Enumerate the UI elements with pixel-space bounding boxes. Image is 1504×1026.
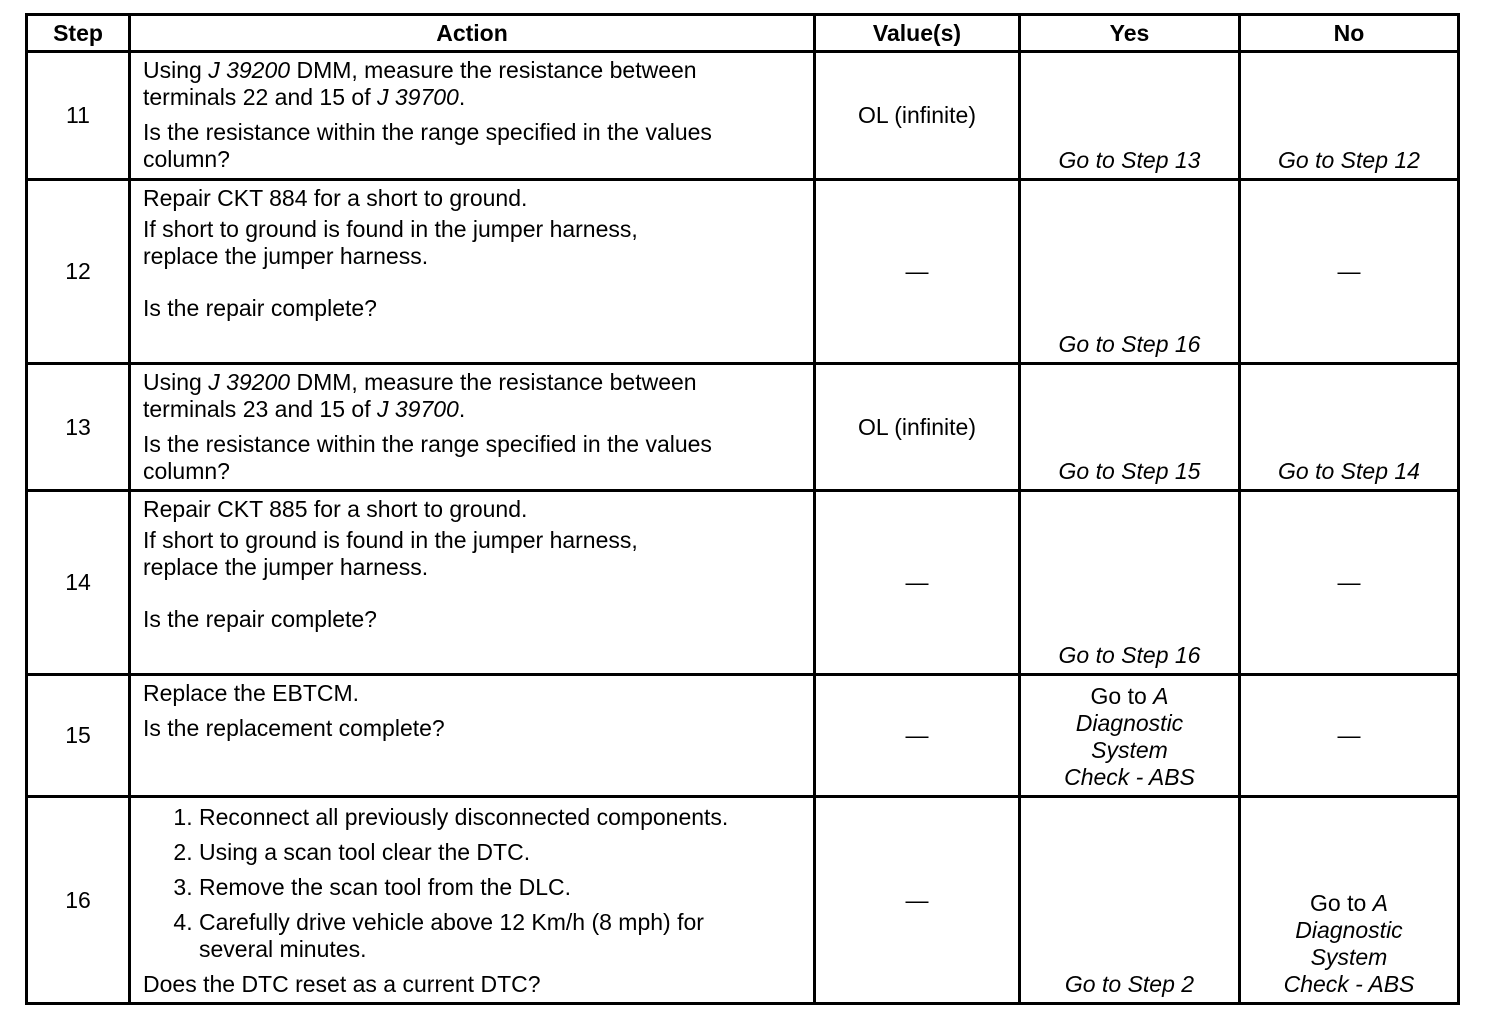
header-row xyxy=(27,15,1459,52)
no-link[interactable]: Go to A Diagnostic System Check - ABS xyxy=(1240,797,1459,1004)
action-line: If short to ground is found in the jumper harness, replace the jumper harness. xyxy=(143,216,638,269)
action-question: Is the resistance within the range specified in the values column? xyxy=(143,119,712,172)
value-cell: OL (infinite) xyxy=(815,364,1020,491)
yes-link[interactable]: Go to Step 2 xyxy=(1020,797,1240,1004)
action-steps-list xyxy=(143,804,803,963)
step-number: 16 xyxy=(27,797,130,1004)
step-number: 11 xyxy=(27,52,130,180)
table-row-step-12 xyxy=(27,180,1459,364)
table-row-step-14 xyxy=(27,491,1459,675)
action-line: terminals 23 and 15 of J 39700. xyxy=(143,396,466,422)
table-row-step-13 xyxy=(27,364,1459,491)
tool-ref: J 39700 xyxy=(376,396,459,422)
value-cell: — xyxy=(815,797,1020,1004)
value-cell: — xyxy=(815,675,1020,797)
diagnostic-table xyxy=(25,13,1460,1005)
action-line: Using J 39200 DMM, measure the resistance between xyxy=(143,369,697,395)
action-question: Is the repair complete? xyxy=(143,295,377,321)
action-line: Replace the EBTCM. xyxy=(143,680,360,706)
header-action: Action xyxy=(130,15,815,52)
header-step: Step xyxy=(27,15,130,52)
header-values: Value(s) xyxy=(815,15,1020,52)
action-cell xyxy=(130,364,815,491)
action-line: If short to ground is found in the jumper harness, replace the jumper harness. xyxy=(143,527,638,580)
action-line: Repair CKT 885 for a short to ground. xyxy=(143,496,528,522)
tool-ref: J 39700 xyxy=(376,84,459,110)
action-cell xyxy=(130,675,815,797)
action-line: terminals 22 and 15 of J 39700. xyxy=(143,84,466,110)
value-cell: — xyxy=(815,180,1020,364)
no-link[interactable]: Go to Step 14 xyxy=(1240,364,1459,491)
no-cell: — xyxy=(1240,675,1459,797)
action-cell xyxy=(130,491,815,675)
action-cell xyxy=(130,797,815,1004)
tool-ref: J 39200 xyxy=(208,57,291,83)
value-cell: — xyxy=(815,491,1020,675)
list-item: 4. Carefully drive vehicle above 12 Km/h (8 mph) for several minutes. xyxy=(199,909,759,963)
yes-link[interactable]: Go to Step 13 xyxy=(1020,52,1240,180)
list-item: 3. Remove the scan tool from the DLC. xyxy=(199,874,803,901)
step-number: 12 xyxy=(27,180,130,364)
no-cell: — xyxy=(1240,491,1459,675)
value-cell: OL (infinite) xyxy=(815,52,1020,180)
no-cell: — xyxy=(1240,180,1459,364)
header-yes: Yes xyxy=(1020,15,1240,52)
action-question: Is the replacement complete? xyxy=(143,715,445,741)
step-number: 14 xyxy=(27,491,130,675)
yes-link[interactable]: Go to A Diagnostic System Check - ABS xyxy=(1020,675,1240,797)
step-number: 13 xyxy=(27,364,130,491)
action-line: Repair CKT 884 for a short to ground. xyxy=(143,185,528,211)
step-number: 15 xyxy=(27,675,130,797)
no-link[interactable]: Go to Step 12 xyxy=(1240,52,1459,180)
tool-ref: J 39200 xyxy=(208,369,291,395)
table-row-step-15 xyxy=(27,675,1459,797)
header-no: No xyxy=(1240,15,1459,52)
table-row-step-11 xyxy=(27,52,1459,180)
action-cell xyxy=(130,180,815,364)
list-item: 1. Reconnect all previously disconnected components. xyxy=(199,804,803,831)
action-question: Is the repair complete? xyxy=(143,606,377,632)
action-question: Is the resistance within the range specified in the values column? xyxy=(143,431,712,484)
list-item: 2. Using a scan tool clear the DTC. xyxy=(199,839,803,866)
yes-link[interactable]: Go to Step 16 xyxy=(1020,180,1240,364)
action-line: Using J 39200 DMM, measure the resistance between xyxy=(143,57,697,83)
table-row-step-16 xyxy=(27,797,1459,1004)
yes-link[interactable]: Go to Step 16 xyxy=(1020,491,1240,675)
yes-link[interactable]: Go to Step 15 xyxy=(1020,364,1240,491)
action-cell xyxy=(130,52,815,180)
action-question: Does the DTC reset as a current DTC? xyxy=(143,971,541,997)
